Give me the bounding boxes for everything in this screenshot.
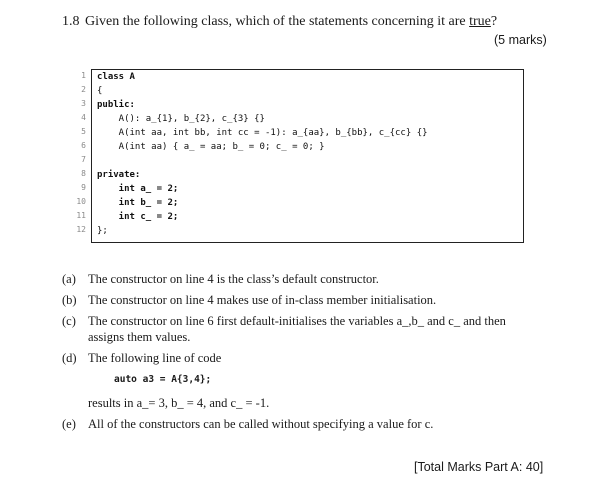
code-line: int a_ = 2; [97,184,179,194]
option-d-label: (d) [62,351,77,365]
code-line: A(int aa, int bb, int cc = -1): a_{aa}, b_{bb}, c_{cc} {} [97,128,428,138]
code-line: int c_ = 2; [97,212,179,222]
line-number: 1 [81,71,86,80]
code-line: public: [97,100,135,110]
question-number: 1.8 [62,14,80,29]
question-marks: (5 marks) [494,33,547,47]
option-c-label: (c) [62,314,76,328]
option-b-label: (b) [62,293,77,307]
line-number: 6 [81,141,86,150]
question-text-after: ? [490,14,498,29]
code-line: A(int aa) { a_ = aa; b_ = 0; c_ = 0; } [97,142,325,152]
line-number: 12 [76,225,86,234]
code-line: }; [97,226,108,236]
code-line: A(): a_{1}, b_{2}, c_{3} {} [97,114,265,124]
code-line: int b_ = 2; [97,198,179,208]
question-text [85,14,497,30]
option-c-text-continued: assigns them values. [88,330,191,344]
line-number: 9 [81,183,86,192]
code-listing [91,69,524,243]
line-number: 10 [76,197,86,206]
question-text-before: Given the following class, which of the statements concerning it are [85,14,470,29]
option-e-label: (e) [62,417,76,431]
option-d-result: results in a_= 3, b_ = 4, and c_ = -1. [88,396,270,410]
line-number: 4 [81,113,86,122]
line-number: 11 [76,211,86,220]
question-text-underlined: true [469,14,491,29]
total-marks: [Total Marks Part A: 40] [414,460,544,474]
line-number: 7 [81,155,86,164]
code-line: private: [97,170,141,180]
line-number: 8 [81,169,86,178]
line-number: 3 [81,99,86,108]
line-number: 5 [81,127,86,136]
option-d-code: auto a3 = A{3,4}; [114,374,212,385]
code-line: class A [97,72,135,82]
option-b-text: The constructor on line 4 makes use of in-class member initialisation. [88,293,437,307]
option-d-text: The following line of code [88,351,222,365]
option-a-text: The constructor on line 4 is the class’s default constructor. [88,272,379,286]
option-c-text: The constructor on line 6 first default-initialises the variables a_,b_ and c_ and then [88,314,506,328]
option-e-text: All of the constructors can be called without specifying a value for c. [88,417,434,431]
option-a-label: (a) [62,272,76,286]
code-line: { [97,86,103,96]
line-number: 2 [81,85,86,94]
